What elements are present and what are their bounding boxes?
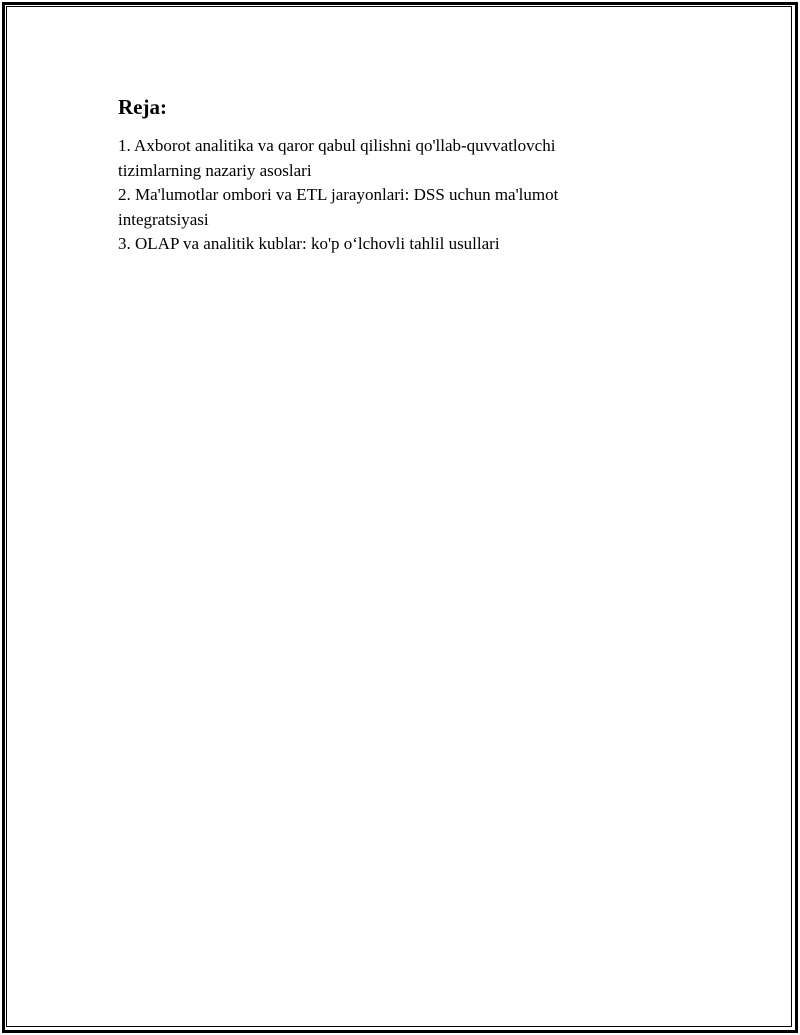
plan-item-1: 1. Axborot analitika va qaror qabul qilishni qo'llab-quvvatlovchi tizimlarning nazariy asoslari [118,136,556,180]
document-content [118,94,638,257]
plan-item-3: 3. OLAP va analitik kublar: ko'p o‘lchovli tahlil usullari [118,234,500,253]
plan-list [118,134,638,257]
plan-item-2: 2. Ma'lumotlar ombori va ETL jarayonlari: DSS uchun ma'lumot integratsiyasi [118,185,559,229]
plan-heading: Reja: [118,95,167,119]
